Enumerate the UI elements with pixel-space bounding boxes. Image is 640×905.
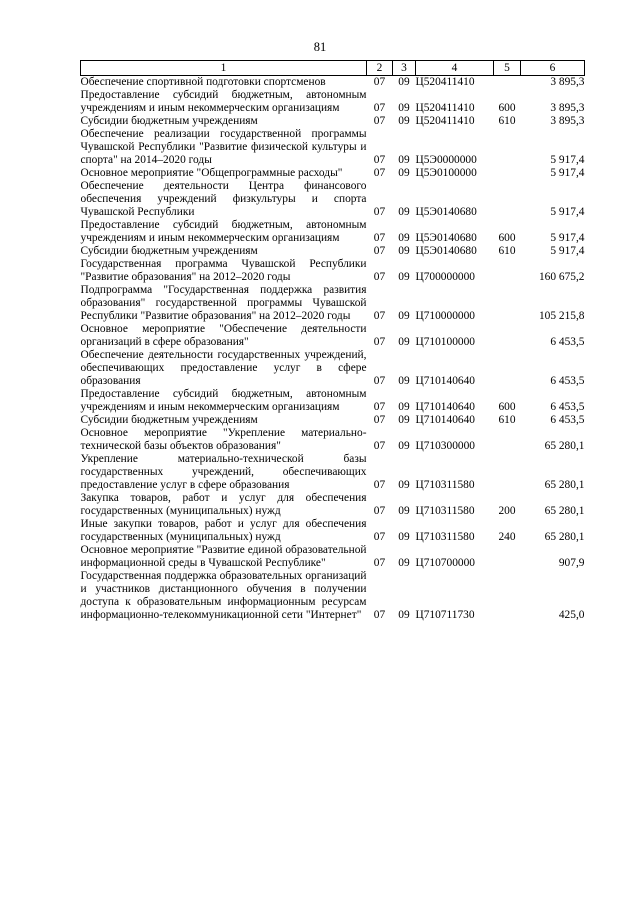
table-row	[81, 245, 585, 258]
row-name: Основное мероприятие "Общепрограммные расходы"	[80, 167, 343, 179]
row-amount: 3 895,3	[550, 102, 585, 114]
row-subsection: 09	[398, 206, 410, 218]
row-section: 07	[373, 479, 386, 491]
row-amount: 65 280,1	[544, 440, 585, 452]
table-row	[81, 76, 585, 90]
table-row	[81, 544, 585, 570]
row-name: Укрепление материально-технической базы государственных учреждений, обеспечивающих предоставление услуг в сфере образования	[80, 453, 367, 491]
row-expense-type: 600	[498, 232, 516, 244]
row-section: 07	[373, 505, 386, 517]
row-section: 07	[373, 310, 386, 322]
row-subsection: 09	[398, 414, 410, 426]
row-expense-type	[494, 570, 521, 622]
row-amount: 907,9	[558, 557, 585, 569]
row-amount: 6 453,5	[550, 414, 585, 426]
row-subsection: 09	[398, 609, 410, 621]
row-amount: 5 917,4	[550, 245, 585, 257]
row-amount: 3 895,3	[550, 115, 585, 127]
row-expense-type	[494, 167, 521, 180]
row-expense-type: 610	[498, 414, 516, 426]
row-target-code: Ц710140640	[415, 401, 475, 413]
table-row	[81, 180, 585, 219]
table-row	[81, 284, 585, 323]
row-name: Обеспечение деятельности Центра финансового обеспечения учреждений физкультуры и спорта Чувашской Республики	[80, 180, 367, 218]
row-subsection: 09	[398, 167, 410, 179]
row-section: 07	[373, 375, 386, 387]
row-target-code: Ц710311580	[415, 505, 475, 517]
row-name: Обеспечение деятельности государственных учреждений, обеспечивающих предоставление услуг в сфере образования	[80, 349, 367, 387]
row-expense-type	[494, 544, 521, 570]
row-name: Обеспечение спортивной подготовки спортсменов	[80, 76, 326, 88]
header-row	[81, 61, 585, 76]
row-subsection: 09	[398, 505, 410, 517]
row-amount: 160 675,2	[538, 271, 585, 283]
table-row	[81, 427, 585, 453]
row-target-code: Ц710140640	[415, 375, 475, 387]
row-name: Субсидии бюджетным учреждениям	[80, 115, 258, 127]
row-section: 07	[373, 167, 386, 179]
row-amount: 105 215,8	[538, 310, 585, 322]
table-row	[81, 570, 585, 622]
row-amount: 425,0	[558, 609, 585, 621]
row-expense-type	[494, 427, 521, 453]
row-name: Субсидии бюджетным учреждениям	[80, 245, 258, 257]
row-name: Государственная поддержка образовательных организаций и участников дистанционного обучения в получении доступа к образовательным информационным ресурсам информационно-телекоммуникационной сети "Интернет"	[80, 570, 367, 621]
row-name: Предоставление субсидий бюджетным, автономным учреждениям и иным некоммерческим организациям	[80, 219, 367, 244]
row-amount: 6 453,5	[550, 401, 585, 413]
row-name: Предоставление субсидий бюджетным, автономным учреждениям и иным некоммерческим организациям	[80, 89, 367, 114]
row-section: 07	[373, 245, 386, 257]
row-target-code: Ц5Э0140680	[415, 245, 477, 257]
row-subsection: 09	[398, 271, 410, 283]
column-header-6: 6	[521, 61, 585, 76]
row-target-code: Ц5Э0140680	[415, 206, 477, 218]
row-target-code: Ц710140640	[415, 414, 475, 426]
table-row	[81, 219, 585, 245]
table-row	[81, 492, 585, 518]
row-subsection: 09	[398, 440, 410, 452]
row-target-code: Ц520411410	[415, 115, 475, 127]
row-amount: 5 917,4	[550, 206, 585, 218]
row-expense-type	[494, 76, 521, 90]
budget-table	[80, 60, 585, 622]
row-name: Субсидии бюджетным учреждениям	[80, 414, 258, 426]
row-target-code: Ц520411410	[415, 76, 475, 88]
row-subsection: 09	[398, 245, 410, 257]
row-expense-type: 200	[498, 505, 516, 517]
table-row	[81, 518, 585, 544]
row-subsection: 09	[398, 310, 410, 322]
table-row	[81, 115, 585, 128]
row-section: 07	[373, 115, 386, 127]
row-target-code: Ц710300000	[415, 440, 475, 452]
row-target-code: Ц710311580	[415, 479, 475, 491]
row-name: Закупка товаров, работ и услуг для обеспечения государственных (муниципальных) нужд	[80, 492, 367, 517]
row-subsection: 09	[398, 154, 410, 166]
row-section: 07	[373, 206, 386, 218]
row-section: 07	[373, 414, 386, 426]
row-amount: 6 453,5	[550, 375, 585, 387]
row-target-code: Ц710700000	[415, 557, 475, 569]
row-subsection: 09	[398, 336, 410, 348]
row-target-code: Ц710311580	[415, 531, 475, 543]
row-amount: 3 895,3	[550, 76, 585, 88]
row-subsection: 09	[398, 401, 410, 413]
table-body	[81, 76, 585, 623]
row-amount: 5 917,4	[550, 167, 585, 179]
row-section: 07	[373, 557, 386, 569]
row-name: Иные закупки товаров, работ и услуг для обеспечения государственных (муниципальных) нужд	[80, 518, 367, 543]
row-subsection: 09	[398, 479, 410, 491]
row-amount: 65 280,1	[544, 531, 585, 543]
row-subsection: 09	[398, 531, 410, 543]
row-section: 07	[373, 102, 386, 114]
row-section: 07	[373, 531, 386, 543]
table-row	[81, 167, 585, 180]
table-row	[81, 128, 585, 167]
row-expense-type	[494, 128, 521, 167]
row-name: Государственная программа Чувашской Республики "Развитие образования" на 2012–2020 годы	[80, 258, 367, 283]
row-subsection: 09	[398, 375, 410, 387]
row-section: 07	[373, 232, 386, 244]
row-name: Подпрограмма "Государственная поддержка развития образования" государственной программы Чувашской Республики "Развитие образования" на 2012–2020 годы	[80, 284, 367, 322]
row-section: 07	[373, 609, 386, 621]
row-amount: 6 453,5	[550, 336, 585, 348]
row-name: Основное мероприятие "Развитие единой образовательной информационной среды в Чувашской Республике"	[80, 544, 367, 569]
row-target-code: Ц700000000	[415, 271, 475, 283]
row-target-code: Ц710100000	[415, 336, 475, 348]
row-name: Обеспечение реализации государственной программы Чувашской Республики "Развитие физической культуры и спорта" на 2014–2020 годы	[80, 128, 367, 166]
column-header-2: 2	[367, 61, 393, 76]
row-expense-type	[494, 349, 521, 388]
row-amount: 65 280,1	[544, 505, 585, 517]
row-subsection: 09	[398, 557, 410, 569]
table-row	[81, 388, 585, 414]
row-section: 07	[373, 401, 386, 413]
page-number: 81	[313, 40, 327, 54]
row-expense-type	[494, 284, 521, 323]
row-amount: 65 280,1	[544, 479, 585, 491]
row-section: 07	[373, 336, 386, 348]
row-expense-type: 610	[498, 245, 516, 257]
row-section: 07	[373, 440, 386, 452]
row-expense-type	[494, 323, 521, 349]
row-target-code: Ц710711730	[415, 609, 475, 621]
row-expense-type: 610	[498, 115, 516, 127]
row-target-code: Ц5Э0140680	[415, 232, 477, 244]
row-subsection: 09	[398, 102, 410, 114]
row-target-code: Ц520411410	[415, 102, 475, 114]
row-name: Основное мероприятие "Обеспечение деятельности организаций в сфере образования"	[80, 323, 367, 348]
table-row	[81, 323, 585, 349]
row-name: Основное мероприятие "Укрепление материально-технической базы объектов образования"	[80, 427, 367, 452]
row-section: 07	[373, 76, 386, 88]
table-row	[81, 349, 585, 388]
column-header-3: 3	[393, 61, 416, 76]
table-row	[81, 414, 585, 427]
row-expense-type: 600	[498, 401, 516, 413]
row-target-code: Ц5Э0000000	[415, 154, 477, 166]
row-subsection: 09	[398, 115, 410, 127]
row-section: 07	[373, 154, 386, 166]
row-expense-type	[494, 453, 521, 492]
row-expense-type	[494, 180, 521, 219]
row-expense-type	[494, 258, 521, 284]
row-subsection: 09	[398, 76, 410, 88]
row-amount: 5 917,4	[550, 232, 585, 244]
column-header-5: 5	[494, 61, 521, 76]
column-header-4: 4	[416, 61, 494, 76]
table-row	[81, 258, 585, 284]
row-target-code: Ц5Э0100000	[415, 167, 477, 179]
row-subsection: 09	[398, 232, 410, 244]
row-target-code: Ц710000000	[415, 310, 475, 322]
table-row	[81, 453, 585, 492]
row-section: 07	[373, 271, 386, 283]
table-row	[81, 89, 585, 115]
row-amount: 5 917,4	[550, 154, 585, 166]
row-expense-type: 600	[498, 102, 516, 114]
row-expense-type: 240	[498, 531, 516, 543]
column-header-1: 1	[81, 61, 367, 76]
row-name: Предоставление субсидий бюджетным, автономным учреждениям и иным некоммерческим организациям	[80, 388, 367, 413]
